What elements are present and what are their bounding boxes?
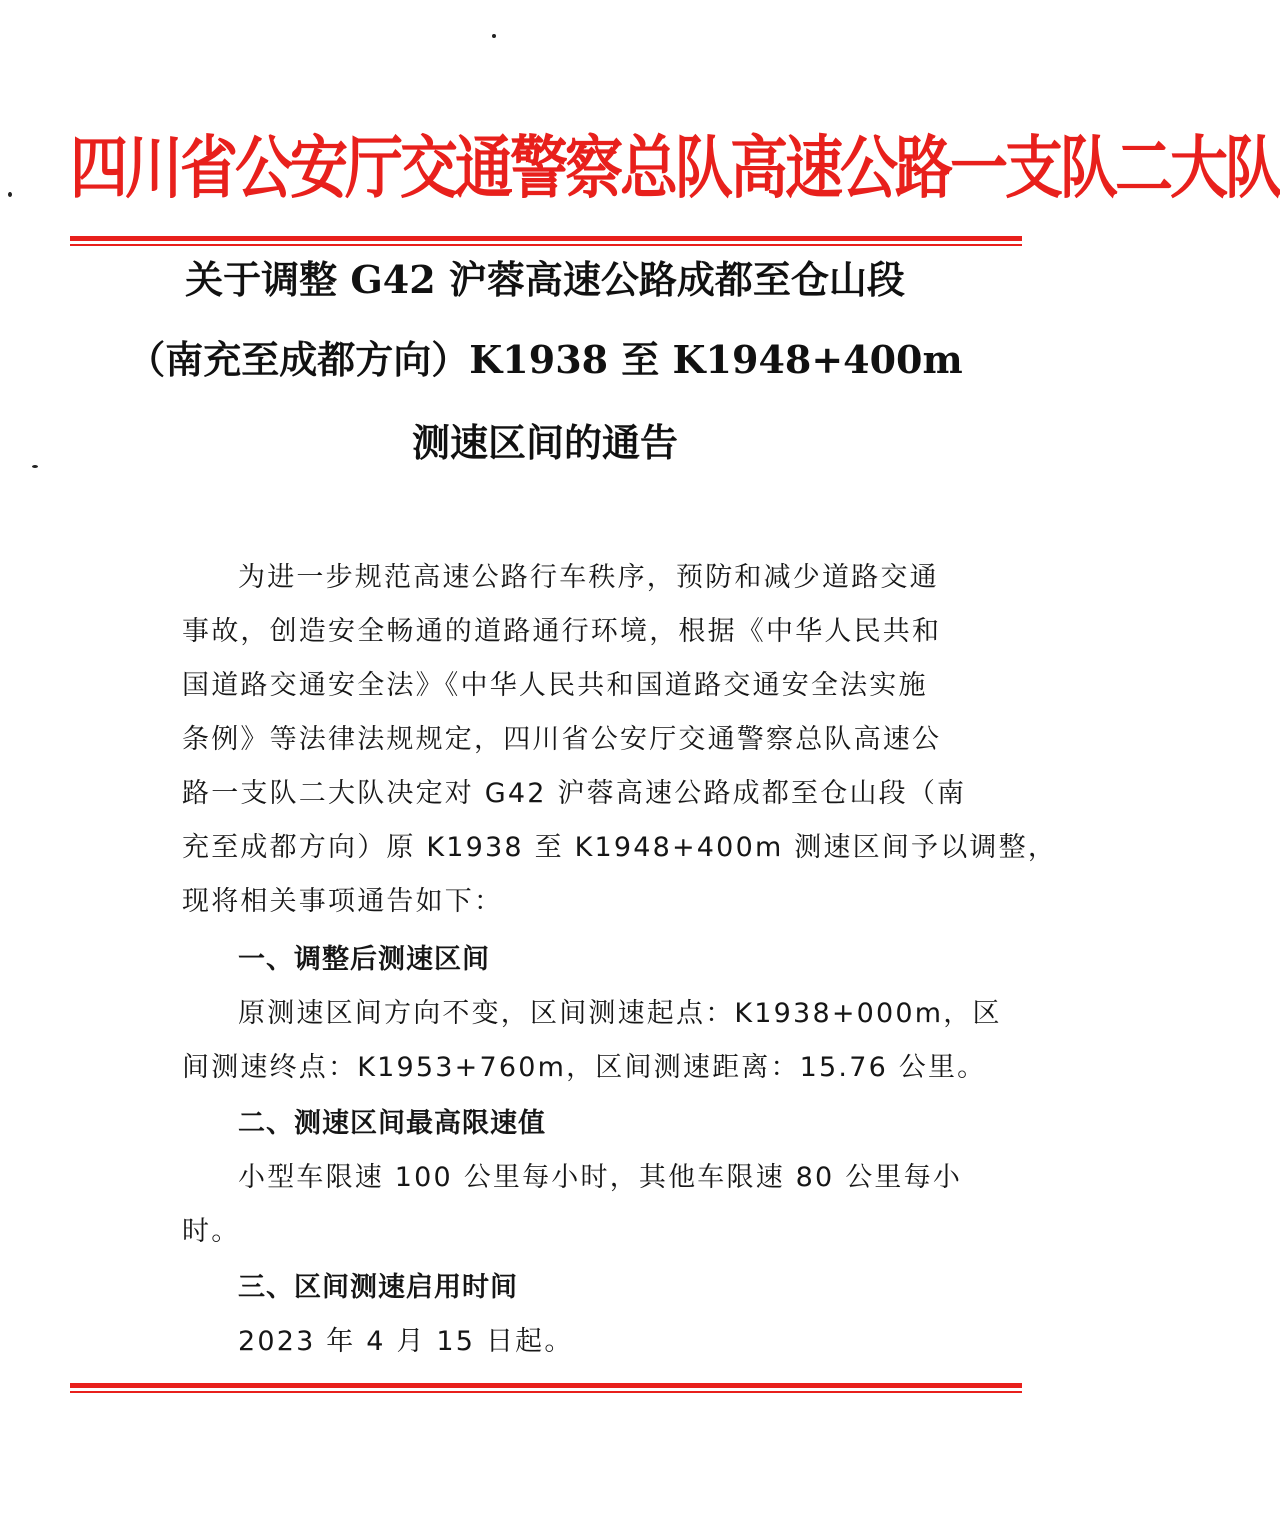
section-2-line: 小型车限速 100 公里每小时，其他车限速 80 公里每小 (238, 1162, 963, 1193)
header-red-rule (70, 236, 1022, 246)
section-2-heading: 二、测速区间最高限速值 (238, 1108, 546, 1139)
intro-line: 充至成都方向）原 K1938 至 K1948+400m 测速区间予以调整， (182, 832, 1058, 863)
issuing-organization: 四川省公安厅交通警察总队高速公路一支队二大队 (70, 127, 1280, 209)
scan-speck (8, 192, 12, 197)
scan-speck (492, 34, 496, 38)
intro-line: 路一支队二大队决定对 G42 沪蓉高速公路成都至仓山段（南 (182, 778, 967, 809)
footer-red-rule (70, 1383, 1022, 1393)
intro-line: 事故，创造安全畅通的道路通行环境，根据《中华人民共和 (182, 616, 942, 647)
notice-title-line-3: 测速区间的通告 (411, 420, 678, 465)
notice-title-line-1: 关于调整 G42 沪蓉高速公路成都至仓山段 (185, 257, 905, 302)
intro-line: 为进一步规范高速公路行车秩序，预防和减少道路交通 (238, 562, 939, 593)
section-2-line: 时。 (182, 1216, 241, 1247)
section-3-heading: 三、区间测速启用时间 (238, 1272, 518, 1303)
intro-line: 条例》等法律法规规定，四川省公安厅交通警察总队高速公 (182, 724, 942, 755)
intro-line: 国道路交通安全法》《中华人民共和国道路交通安全法实施 (182, 670, 928, 701)
section-1-heading: 一、调整后测速区间 (238, 944, 490, 975)
scan-speck (32, 465, 38, 468)
notice-title-line-2: （南充至成都方向）K1938 至 K1948+400m (127, 337, 963, 382)
section-1-line: 间测速终点：K1953+760m，区间测速距离：15.76 公里。 (182, 1052, 987, 1083)
section-3-line: 2023 年 4 月 15 日起。 (238, 1326, 574, 1357)
section-1-line: 原测速区间方向不变，区间测速起点：K1938+000m，区 (238, 998, 1002, 1029)
intro-line: 现将相关事项通告如下： (182, 886, 504, 917)
